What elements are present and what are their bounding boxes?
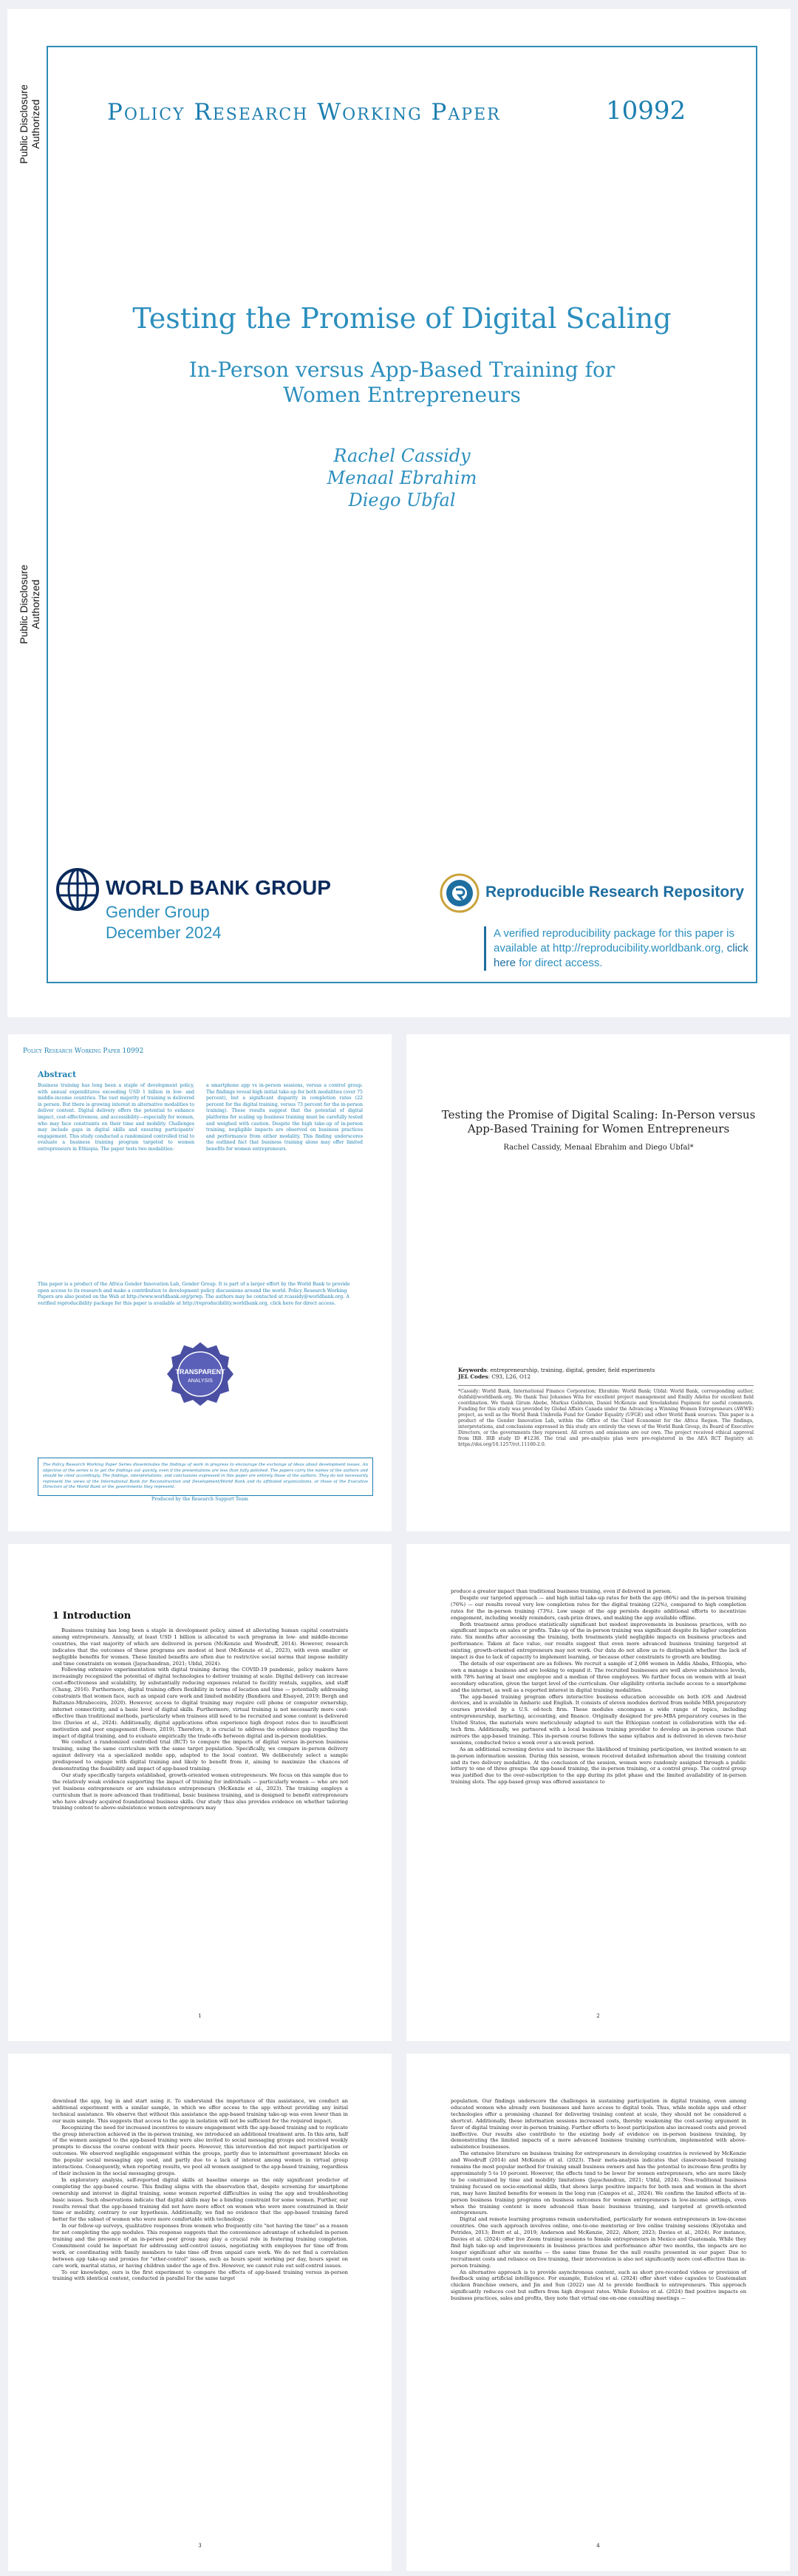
- body-page-4: [406, 2054, 790, 2571]
- author-list: [48, 445, 756, 511]
- abstract-column-right: a smartphone app vs in-person sessions, versus a control group. The findings reveal high initial take-up for both modalities (over 75 percent), but a significant disparity in completion rates (22 percent for the digital training, versus 73 percent for the in-person training). These results suggest that the potential of digital platforms for scaling up business training must be carefully tested and weighed with caution. Despite the high take-up of in-person training, negligible impacts are observed on business practices and performance from either modality. This finding underscores the outlined fact that business training alone may offer limited benefits for women entrepreneurs.: [206, 1083, 363, 1152]
- body-page-2: [406, 1544, 790, 2041]
- body-text: Business training has long been a staple in development policy, aimed at alleviating human capital constraints among entrepreneurs. Annually, at least USD 1 billion is allocated to such programs in low- and middle-income countries, the vast majority of which are delivered in person (McKenzie and Woodruff, 2014). However, research indicates that the outcomes of these programs are modest at best (McKenzie et al., 2023), with even smaller or negligible benefits for women. These limited benefits are often due to restrictive social norms that impose mobility and time constraints on women (Jayachandran, 2021; Ubfal, 2024). Following extensive experimentation with digital training during the COVID-19 pandemic, policy makers have increasingly recognized the potential of digital technologies to deliver training at scale. Digital delivery can increase cost-effectiveness and scalability, by substantially reducing expenses related to facility rentals, supplies, and staff (Chang, 2016). Furthermore, digital training offers flexibility in terms of location and time — potentially addressing constraints that women face, such as unpaid care work and limited mobility (Bandiera and Elsayed, 2019; Bergh and Baltanzo-Mirabeceira, 2020). However, access to digital training may require cell phone or computer ownership, internet connectivity, and a basic level of digital skills. Furthermore, virtual training is not necessarily more cost-effective than traditional methods, particularly when trainees still need to be recruited and some content is delivered live (Davies et al., 2024). Additionally, digital applications often experience high dropout rates due to insufficient motivation and peer engagement (Beers, 2019). Therefore, it is crucial to address the evidence gap regarding the impact of digital training, and to evaluate empirically the trade-offs between digital and in-person modalities. We conduct a randomized controlled trial (RCT) to compare the impacts of digital versus in-person business training, using the same curriculum with the same target population. Specifically, we compare in-person delivery against delivery via a specialized mobile app, adapted to the local context. We deliberately select a sample predisposed to engage with digital training and likely to benefit from it, aiming to maximize the chances of demonstrating the feasibility and impact of app-based training. Our study specifically targets established, growth-oriented women entrepreneurs. We focus on this sample due to the relatively weak evidence supporting the impact of training for individuals — particularly women — who are not yet business entrepreneurs or are subsistence entrepreneurs (McKenzie et al., 2023). The training employs a curriculum that is more advanced than traditional, basic business training, and is designed to benefit entrepreneurs who have already acquired foundational business skills. Our study thus also provides evidence on whether tailoring training content to above-subsistence women entrepreneurs may: [52, 1627, 348, 1811]
- product-footnote: This paper is a product of the Africa Gender Innovation Lab, Gender Group. It is part of a larger effort by the World Bank to provide open access to its research and make a contribution to development policy discussions around the world. Policy Research Working Papers are also posted on the Web at http://www.worldbank.org/prwp. The authors may be contacted at rcassidy@worldbank.org. A verified reproducibility package for this paper is available at http://reproducibility.worldbank.org, click here for direct access.: [38, 1282, 350, 1306]
- page-number: 4: [596, 2543, 600, 2549]
- disclosure-stamp-bottom: Public Disclosure Authorized: [18, 564, 41, 644]
- cover-frame: [47, 46, 757, 983]
- svg-text:ANALYSIS: ANALYSIS: [188, 1378, 213, 1384]
- abstract-page: [8, 1034, 392, 1531]
- publication-date: December 2024: [106, 923, 222, 942]
- globe-icon: [55, 867, 100, 912]
- body-text: produce a greater impact than traditional business training, even if delivered in person. Despite our targeted approach — and high initial take-up rates for both the app (86%) and the in-person training (76%) — our results reveal very low completion rates for the digital training (22%), compared to high completion rates for the in-person training (73%). Low usage of the app persists despite additional efforts to incentivize engagement, including weekly reminders, cash-prize draws, and making the app available offline. Both treatment arms produce statistically significant but modest improvements in business practices, with no significant impacts on sales or profits. Take-up of the in-person training was significant despite its higher completion rate. Six months after accessing the training, both treatments yield negligible impacts on business practices and performance. Taken at face value, our results suggest that even more advanced business training targeted at existing, growth-oriented entrepreneurs may not work. Our data do not allow us to distinguish whether the lack of impact is due to lack of capacity to implement learning, or because other constraints to growth are binding. The details of our experiment are as follows. We recruit a sample of 2,086 women in Addis Ababa, Ethiopia, who own a manage a business and are looking to expand it. The recruited businesses are well above subsistence levels, with 78% having at least one employee and a median of three employees. We further focus on women with at least secondary education, given the target level of the curriculum. Our eligibility criteria include access to a smartphone and the internet, as well as a reported interest in digital training modalities. The app-based training program offers interactive business education accessible on both iOS and Android devices, and is available in Amharic and English. It consists of eleven modules derived from mobile MBA preparatory courses provided by a U.S. ed-tech firm. These modules encompass a wide range of topics, including entrepreneurship, marketing, accounting, and finance. Originally designed for pre-MBA preparatory courses in the United States, the materials were meticulously adapted to suit the Ethiopian context in collaboration with the ed-tech firm. Additionally, we partnered with a local business training provider to develop an in-person course that mirrors the app-based training. This in-person course follows the same syllabus and is delivered in eleven two-hour sessions, conducted twice a week over a six-week period. As an additional screening device and to increase the likelihood of training participation, we invited women to an in-person information session. During this session, women received detailed information about the training content and its two delivery modalities. At the conclusion of the session, women were randomly assigned through a public lottery to one of three groups: the app-based training, the in-person training, or a control group. The control group was justified due to the over-subscription to the app during its pilot phase and the limited availability of in-person training slots. The app-based group was offered assistance to: [451, 1588, 746, 1786]
- series-label: Policy Research Working Paper: [107, 99, 501, 126]
- abstract-heading: Abstract: [38, 1070, 77, 1079]
- running-header: Policy Research Working Paper 10992: [23, 1048, 144, 1055]
- author-line: Rachel Cassidy, Menaal Ebrahim and Diego Ubfal*: [503, 1144, 694, 1152]
- keywords-block: Keywords: entrepreneurship, training, digital, gender, field experiments JEL Codes: C93, L26, O12: [458, 1367, 655, 1380]
- cover-page: [7, 9, 791, 1017]
- paper-title: Testing the Promise of Digital Scaling: [132, 302, 672, 335]
- direct-access-link[interactable]: click here: [494, 942, 748, 969]
- paper-subtitle: In-Person versus App-Based Training for Women Entrepreneurs: [188, 358, 615, 407]
- page-number: 2: [596, 2013, 600, 2019]
- title-page: [406, 1034, 790, 1531]
- body-page-1: [8, 1544, 392, 2041]
- svg-text:TRANSPARENT: TRANSPARENT: [175, 1368, 225, 1376]
- author-name: Rachel Cassidy: [333, 445, 471, 466]
- paper-title: Testing the Promise of Digital Scaling: In-Person versus App-Based Training for Women Entrepreneurs: [441, 1108, 756, 1135]
- body-text: download the app, log in and start using it. To understand the importance of this assistance, we conduct an additional experiment with a similar sample, in which we offer access to the app without providing any initial technical assistance. We observe that without this assistance the app-based training take-up was even lower than in our main sample. This suggests that access to the app in isolation will not be sufficient for the required impact. Recognizing the need for increased incentives to ensure engagement with the app-based training and to replicate the group interaction achieved in the in-person training, we introduced an additional treatment arm. In this arm, half of the women assigned to the app-based training were also invited to social messaging groups and received weekly prompts to discuss the course content with their peers. However, this intervention did not impact participation or outcomes. We observed negligible engagement within the groups, partly due to intermittent government blocks on the popular social messaging app used, and partly due to a lack of interest among women in virtual group interactions. Consequently, when reporting results, we pool all women assigned to the app-based training, regardless of their inclusion in the social messaging groups. In exploratory analysis, self-reported digital skills at baseline emerge as the only significant predictor of completing the app-based course. This finding aligns with the observation that, despite screening for smartphone ownership and interest in digital training, some women reported difficulties in using the app and troubleshooting basic issues. Such observations indicate that digital skills may be a binding constraint for some women. Further, our results reveal that the app-based training did not have more effect on women who were more constrained in their time or mobility, contrary to our hypothesis. Additionally, we find no evidence that the app-based training fared better for the subset of women who were more comfortable with technology. In our follow-up surveys, qualitative responses from women who frequently cite "not having the time" as a reason for not completing the app modules. This response suggests that the convenience advantage of scheduled in-person training and the presence of an in-person peer group may play a crucial role in fostering training completion. Commitment could be important for addressing self-control issues, negotiating with employees for time off from work, or coordinating with family members to take time off from unpaid care work. We do not find a correlation between app take-up and proxies for "other-control" issues, such as hours spent working per day, hours spent on care work, marital status, or having children under the age of five. However, we cannot rule out self-control issues. To our knowledge, ours is the first experiment to compare the effects of app-based training versus in-person training with identical content, conducted in parallel for the same target: [52, 2098, 348, 2282]
- author-footnote: *Cassidy: World Bank, International Finance Corporation; Ebrahim: World Bank; Ubfal: World Bank, corresponding author, dubfal@worldbank.org. We thank Tsui Johannes Wita for excellent project management and Emilly Adelus for excellent field coordination. We thank Girum Abebe, Markus Goldstein, Daniel McKenzie and Sreelakshmi Papineni for useful comments. Funding for this study was provided by Global Affairs Canada under the Advancing a Winning Women Entrepreneurs (AWWE) project, as well as the World Bank Umbrella Fund for Gender Equality (UFGE) and other World Bank sources. This paper is a product of the Gender Innovation Lab, within the Office of the Chief Economist for the Africa Region. The findings, interpretations, and conclusions expressed in this study are entirely the views of the World Bank Group, its Board of Executive Directors, or the governments they represent. All errors and omissions are our own. The project received ethical approval from IRB. IRB study ID #1238. The trial and pre-analysis plan were pre-registered in the AEA RCT Registry at: https://doi.org/10.1257/rct.11160-2.0.: [458, 1385, 754, 1448]
- reproducibility-note: A verified reproducibility package for this paper is available at http://reproducibility.worldbank.org, click here for direct access.: [484, 926, 760, 971]
- series-number: 10992: [606, 96, 686, 126]
- series-disclaimer: The Policy Research Working Paper Series disseminates the findings of work in progress to encourage the exchange of ideas about development issues. An objective of the series is to get the findings out quickly, even if the presentations are less than fully polished. The papers carry the names of the authors and should be cited accordingly. The findings, interpretations, and conclusions expressed in this paper are entirely those of the authors. They do not necessarily represent the views of the International Bank for Reconstruction and Development/World Bank and its affiliated organizations, or those of the Executive Directors of the World Bank or the governments they represent.: [38, 1458, 373, 1496]
- author-name: Diego Ubfal: [348, 490, 456, 510]
- disclosure-stamp-top: Public Disclosure Authorized: [18, 84, 41, 164]
- org-name: WORLD BANK GROUP: [106, 876, 331, 899]
- abstract-column-left: Business training has long been a staple of development policy, with annual expenditures exceeding USD 1 billion in low- and middle-income countries. The vast majority of training is delivered in person. But there is growing interest in alternative modalities to deliver content. Digital delivery offers the potential to enhance impact, cost-effectiveness, and accessibility—especially for women, who may face constraints on their time and mobility. Challenges may include gaps in digital skills and ensuring participants' engagement. This study conducted a randomized controlled trial to evaluate a business training program targeted to women entrepreneurs in Ethiopia. The paper tests two modalities:: [38, 1083, 194, 1152]
- produced-by: Produced by the Research Support Team: [151, 1497, 248, 1502]
- repository-name: Reproducible Research Repository: [485, 884, 745, 901]
- author-name: Menaal Ebrahim: [327, 468, 477, 488]
- org-unit: Gender Group: [106, 903, 210, 921]
- body-text: population. Our findings underscore the challenges in sustaining participation in digital training, even among educated women who already own businesses and have access to digital tools. Thus, while mobile apps and other technologies offer a promising channel for delivering training content at scale, they should not be considered a shortcut. Additionally, these information sessions increased costs, thereby weakening the cost-saving argument in favor of digital training over in-person training. Further efforts to boost participation also increased costs and proved ineffective. Our results also contribute to the existing body of evidence on in-person business training, by demonstrating the limited impacts of a more advanced business training curriculum, implemented with above-subsistence businesses. The extensive literature on business training for entrepreneurs in developing countries is reviewed by McKenzie and Woodruff (2014) and McKenzie et al. (2023). Their meta-analysis indicates that classroom-based training remains the most popular method for training small business owners and has the potential to increase firm profits by approximately 5 to 10 percent. However, the effects tend to be lower for women entrepreneurs, who are more likely to be constrained by time and mobility limitations (Jayachandran, 2021; Ubfal, 2024). Non-traditional business training focused on socio-emotional skills, that shows large positive impacts for both men and women in the short run, may have limited benefits for women in the long run (Campos et al., 2024). We confirm the limited effects of in-person business training programs on business outcomes for women entrepreneurs in low-income settings, even when the training content is more advanced than basic business training, and targeted at growth-oriented entrepreneurs. Digital and remote learning programs remain understudied, particularly for women entrepreneurs in low-income countries. One such approach involves online, one-to-one mentoring or live online training sessions (Kiyotaka and Petrides, 2013; Brett et al., 2019; Anderson and McKenzie, 2022; Alhorr, 2023; Davies et al., 2024). For instance, Davies et al. (2024) offer live Zoom training sessions to female entrepreneurs in Mexico and Guatemala. While they find high take-up and improvements in business practices and performance after two months, the impacts are no longer significant after six months — the same time frame for the null results presented in our paper. Due to recruitment costs and reliance on live training, their intervention is also not significantly more cost-effective than in-person training. An alternative approach is to provide asynchronous content, such as short pre-recorded videos or provision of feedback using artificial intelligence. For example, Eutelou et al. (2024) offer short video capsules to Guatemalan chicken franchise owners, and Jin and Sun (2022) use AI to provide feedback to entrepreneurs. This approach significantly reduces cost but suffers from high dropout rates. While Eutelou et al. (2024) find positive impacts on business practices, sales and profits, they note that virtual one-on-one consulting meetings —: [451, 2098, 746, 2302]
- page-number: 3: [198, 2543, 202, 2549]
- section-heading: 1 Introduction: [52, 1610, 132, 1622]
- page-number: 1: [198, 2013, 202, 2019]
- transparent-analysis-badge: [167, 1341, 233, 1407]
- repository-logo-icon: [440, 873, 480, 913]
- body-page-3: [8, 2054, 392, 2571]
